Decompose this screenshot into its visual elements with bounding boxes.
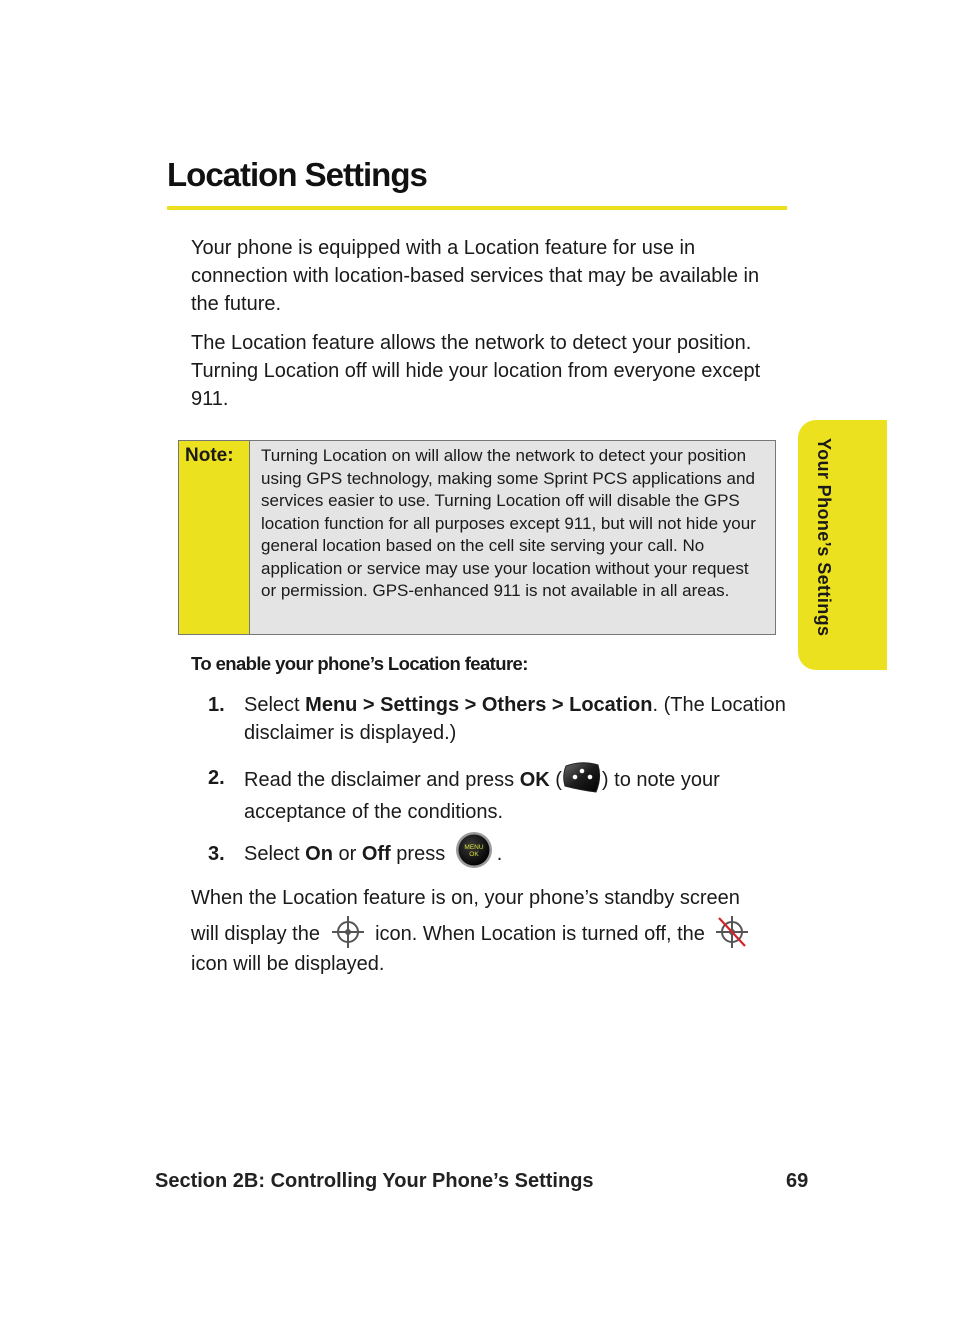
step-text: Select: [244, 843, 306, 865]
note-box: [178, 440, 776, 635]
ok-key-label: OK: [519, 769, 550, 791]
closing-text: will display the: [191, 923, 326, 945]
page-title: Location Settings: [167, 156, 427, 193]
closing-line-3: icon will be displayed.: [191, 953, 385, 975]
option-off: Off: [361, 843, 391, 865]
step-2: [208, 764, 788, 828]
footer-section-title: Section 2B: Controlling Your Phone’s Settings: [155, 1170, 594, 1192]
page-number: 69: [786, 1170, 809, 1192]
step-text: or: [332, 843, 362, 865]
location-on-icon: [330, 915, 366, 949]
note-label: Note:: [179, 441, 250, 634]
menu-key-bottom-label: OK: [469, 850, 479, 858]
section-side-tab: [798, 420, 887, 670]
closing-line-1: When the Location feature is on, your phone’s standby screen: [191, 887, 740, 909]
option-on: On: [305, 843, 333, 865]
step-number: 2.: [208, 767, 225, 789]
intro-paragraph-1: Your phone is equipped with a Location feature for use in connection with location-based services that may be available in the future.: [191, 237, 760, 315]
step-text: Read the disclaimer and press: [244, 769, 520, 791]
intro-paragraph-2: The Location feature allows the network to detect your position. Turning Location off will hide your location from everyone except 911.: [191, 332, 761, 410]
step-3: [208, 840, 788, 869]
closing-line-2: [191, 918, 771, 950]
menu-key-top-label: MENU: [464, 843, 484, 851]
closing-text: icon. When Location is turned off, the: [369, 923, 711, 945]
procedure-heading: To enable your phone’s Location feature:: [191, 653, 528, 674]
menu-ok-key-icon: [455, 831, 493, 869]
step-text: .: [496, 843, 503, 865]
step-number: 1.: [208, 694, 225, 716]
step-text: press: [390, 843, 451, 865]
step-text: . (The Location disclaimer is displayed.): [244, 694, 786, 744]
step-number: 3.: [208, 843, 225, 865]
softkey-ok-icon: [562, 760, 602, 794]
title-underline: [167, 206, 787, 210]
closing-paragraph: [191, 884, 771, 978]
side-tab-label: Your Phone’s Settings: [814, 438, 834, 637]
step-1: [208, 691, 788, 747]
paren: (: [549, 769, 562, 791]
menu-path: Menu > Settings > Others > Location: [305, 694, 653, 716]
note-text: Turning Location on will allow the network to detect your position using GPS technology, making some Sprint PCS applications and services easier to use. Turning Location off will disable the GPS location function for all purposes except 911, but will not hide your general location based on the cell site serving your call. No application or service may use your location without your request or permission. GPS-enhanced 911 is not available in all areas.: [261, 446, 756, 600]
location-off-icon: [714, 915, 750, 949]
step-text: Select: [244, 694, 306, 716]
step-text: ) to note your acceptance of the conditions.: [244, 769, 720, 823]
